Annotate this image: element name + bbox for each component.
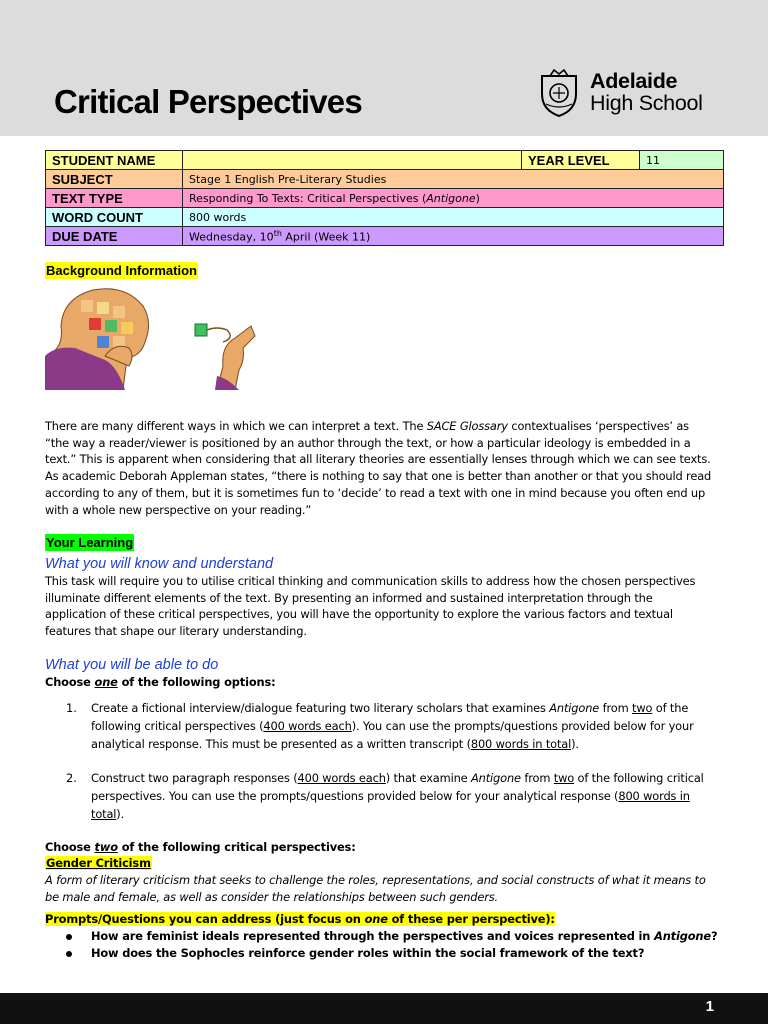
able-heading: What you will be able to do bbox=[45, 657, 219, 673]
student-name-label: STUDENT NAME bbox=[46, 151, 183, 170]
logo-line-1: Adelaide bbox=[590, 69, 678, 93]
page-header bbox=[0, 0, 768, 136]
year-level-label: YEAR LEVEL bbox=[522, 151, 640, 170]
your-learning-heading: Your Learning bbox=[46, 535, 134, 550]
page-number: 1 bbox=[705, 998, 714, 1015]
school-crest-icon bbox=[536, 66, 582, 118]
text-type-value: Responding To Texts: Critical Perspectives (Antigone) bbox=[183, 189, 724, 208]
due-date-row bbox=[46, 227, 724, 246]
gender-criticism-description: A form of literary criticism that seeks to challenge the roles, representations, and social constructs of what it means to be male and female, as well as consider the relationships between such genders. bbox=[45, 873, 706, 904]
word-count-row bbox=[46, 208, 724, 227]
subject-value: Stage 1 English Pre-Literary Studies bbox=[183, 170, 724, 189]
gender-criticism-heading: Gender Criticism bbox=[46, 856, 151, 870]
page-footer bbox=[0, 993, 768, 1024]
option-2-text: Construct two paragraph responses (400 words each) that examine Antigone from two of the following critical perspectives. You can use the prompts/questions provided below for your analytical response (800 words in total). bbox=[91, 771, 704, 821]
text-type-row bbox=[46, 189, 724, 208]
know-heading: What you will know and understand bbox=[45, 556, 274, 572]
student-name-row bbox=[46, 151, 724, 170]
background-paragraph: There are many different ways in which we can interpret a text. The SACE Glossary contextualises ‘perspectives’ as “the way a reader/viewer is positioned by an author through the text, or how a particular ideology is embedded in a text.” This is apparent when considering that all literary theories are essentially lenses through which we can see texts. As academic Deborah Appleman states, “there is nothing to say that one is better than another or that you should read according to any of them, but it is sometimes fun to ‘decide’ to read a text with one in mind because you often end up with a whole new perspective on your reading.” bbox=[45, 419, 712, 517]
subject-label: SUBJECT bbox=[46, 170, 183, 189]
choose-one-instruction: Choose one of the following options: bbox=[45, 675, 276, 689]
puzzle-head-illustration bbox=[45, 286, 257, 390]
background-heading: Background Information bbox=[46, 263, 197, 278]
bullet-icon bbox=[66, 934, 72, 940]
text-type-label: TEXT TYPE bbox=[46, 189, 183, 208]
student-name-field[interactable] bbox=[183, 151, 522, 170]
choose-two-instruction: Choose two of the following critical perspectives: bbox=[45, 840, 356, 854]
logo-line-2: High School bbox=[590, 91, 703, 115]
option-1-text: Create a fictional interview/dialogue featuring two literary scholars that examines Antigone from two of the following critical perspectives (400 words each). You can use the prompts/questions provided below for your analytical response. This must be presented as a written transcript (800 words in total). bbox=[91, 701, 694, 751]
year-level-value: 11 bbox=[640, 151, 724, 170]
due-date-label: DUE DATE bbox=[46, 227, 183, 246]
subject-row bbox=[46, 170, 724, 189]
know-paragraph: This task will require you to utilise critical thinking and communication skills to address how the chosen perspectives illuminate different elements of the text. By presenting an informed and sustained interpretation through the application of these critical perspectives, you will have the opportunity to explore the various factors and textual features that shape our literary understanding. bbox=[45, 574, 696, 639]
prompt-question-2: How does the Sophocles reinforce gender roles within the social framework of the text? bbox=[91, 946, 645, 960]
option-2-number: 2. bbox=[66, 771, 77, 785]
page-title: Critical Perspectives bbox=[54, 83, 362, 120]
prompts-heading: Prompts/Questions you can address (just focus on one of these per perspective): bbox=[45, 912, 555, 926]
prompt-question-1: How are feminist ideals represented through the perspectives and voices represented in Antigone? bbox=[91, 929, 718, 943]
due-date-value: Wednesday, 10th April (Week 11) bbox=[183, 227, 724, 246]
option-1-number: 1. bbox=[66, 701, 77, 715]
assignment-info-table bbox=[45, 150, 724, 246]
bullet-icon bbox=[66, 951, 72, 957]
word-count-label: WORD COUNT bbox=[46, 208, 183, 227]
word-count-value: 800 words bbox=[183, 208, 724, 227]
